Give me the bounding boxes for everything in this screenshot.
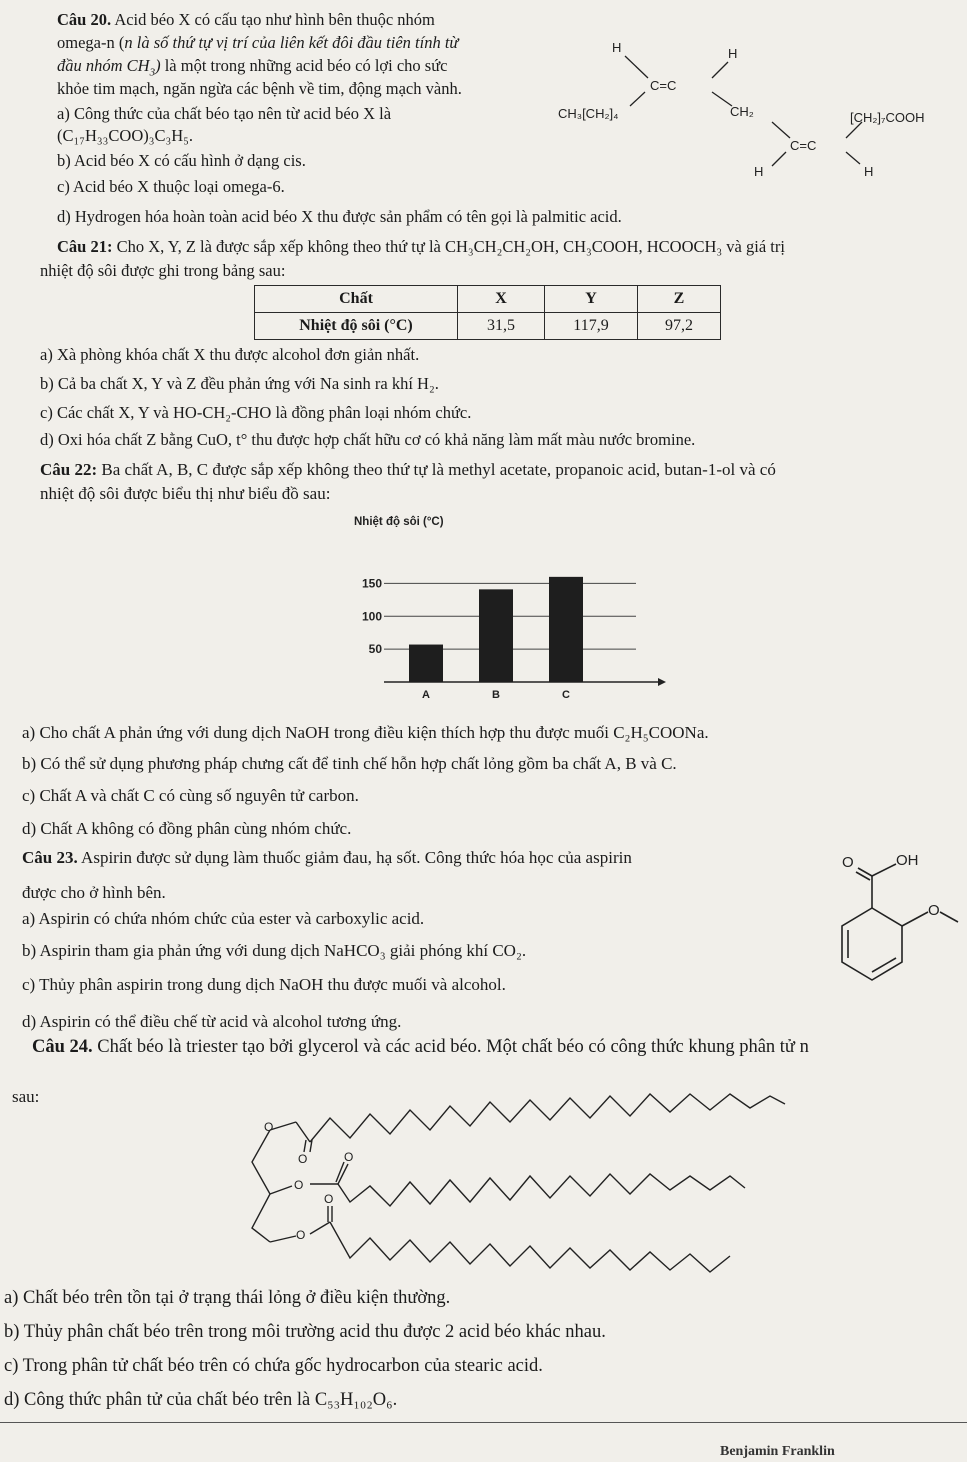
- q24-option-c: c) Trong phân tử chất béo trên có chứa gốc hydrocarbon của stearic acid.: [4, 1356, 543, 1376]
- chart-x-tick-label: B: [492, 689, 500, 701]
- q23-option-a: a) Aspirin có chứa nhóm chức của ester và carboxylic acid.: [22, 909, 425, 928]
- boiling-point-table: [254, 285, 721, 340]
- table-header-bp: Nhiệt độ sôi (°C): [255, 313, 458, 340]
- table-row: [255, 286, 721, 313]
- triglyceride-o-2: O: [298, 1152, 308, 1166]
- q20-line4: khỏe tim mạch, ngăn ngừa các bệnh về tim, động mạch vành.: [57, 79, 462, 98]
- chart-canvas: [340, 512, 670, 712]
- chart-y-tick-label: 150: [361, 576, 382, 591]
- triglyceride-structure: [240, 1090, 800, 1285]
- table-row: [255, 313, 721, 340]
- q20-line2: omega-n (n là số thứ tự vị trí của liên kết đôi đầu tiên tính từ: [57, 33, 459, 52]
- chart-x-axis-arrow-icon: [658, 678, 666, 686]
- q23-option-c: c) Thủy phân aspirin trong dung dịch NaOH thu được muối và alcohol.: [22, 975, 506, 994]
- chart-x-tick-label: A: [422, 689, 430, 701]
- q21-line1: Câu 21: Cho X, Y, Z là được sắp xếp không theo thứ tự là CH₃CH₂CH₂OH, CH₃COOH, HCOOCH₃ và giá trị: [57, 237, 785, 256]
- chart-bar-b: [479, 589, 513, 682]
- triglyceride-o-4: O: [344, 1150, 354, 1164]
- q22-option-d: d) Chất A không có đồng phân cùng nhóm chức.: [22, 819, 352, 838]
- q23-option-b: b) Aspirin tham gia phản ứng với dung dịch NaHCO₃ giải phóng khí CO₂.: [22, 941, 527, 960]
- q23-line1: Câu 23. Aspirin được sử dụng làm thuốc giảm đau, hạ sốt. Công thức hóa học của aspirin: [22, 848, 632, 867]
- triglyceride-o-1: O: [264, 1120, 274, 1134]
- table-cell-z: 97,2: [638, 313, 721, 340]
- chart-y-tick-label: 100: [361, 609, 382, 624]
- table-header-z: Z: [638, 286, 721, 313]
- q20-line3: đầu nhóm $CH_3$) là một trong những acid béo có lợi cho sức: [57, 56, 448, 79]
- q24-line2: sau:: [12, 1087, 40, 1106]
- aspirin-o-ester: O: [928, 902, 940, 919]
- table-cell-y: 117,9: [545, 313, 638, 340]
- q21-option-a: a) Xà phòng khóa chất X thu được alcohol đơn giản nhất.: [40, 345, 420, 364]
- triglyceride-o-5: O: [324, 1192, 334, 1206]
- struct-h-1: H: [612, 40, 622, 55]
- q20-line1: Câu 20. Acid béo X có cấu tạo như hình bên thuộc nhóm: [57, 10, 435, 29]
- q20-heading: Câu 20.: [57, 10, 112, 29]
- q21-line2: nhiệt độ sôi được ghi trong bảng sau:: [40, 261, 286, 280]
- struct-double-bond-2: C=C: [790, 138, 817, 153]
- q22-line2: nhiệt độ sôi được biểu thị như biểu đồ sau:: [40, 484, 331, 503]
- triglyceride-o-3: O: [294, 1178, 304, 1192]
- q24-line1: Câu 24. Chất béo là triester tạo bởi glycerol và các acid béo. Một chất béo có công thức khung phân tử n: [32, 1037, 809, 1057]
- q22-option-b: b) Có thể sử dụng phương pháp chưng cất để tinh chế hỗn hợp chất lỏng gồm ba chất A, B và C.: [22, 754, 677, 773]
- aspirin-structure: [840, 846, 965, 996]
- q23-heading: Câu 23.: [22, 848, 78, 867]
- chart-y-axis-title: Nhiệt độ sôi (°C): [354, 516, 444, 528]
- q24-heading: Câu 24.: [32, 1037, 93, 1057]
- q20-option-b: b) Acid béo X có cấu hình ở dạng cis.: [57, 151, 306, 170]
- boiling-point-chart: [340, 512, 670, 712]
- table-cell-x: 31,5: [458, 313, 545, 340]
- struct-h-4: H: [864, 164, 874, 179]
- struct-left-chain: CH₃[CH₂]₄: [558, 106, 619, 121]
- q21-option-c: c) Các chất X, Y và HO-CH₂-CHO là đồng phân loại nhóm chức.: [40, 403, 472, 422]
- q20-option-a: a) Công thức của chất béo tạo nên từ acid béo X là: [57, 104, 392, 123]
- q21-option-d: d) Oxi hóa chất Z bằng CuO, t° thu được hợp chất hữu cơ có khả năng làm mất màu nước bromine.: [40, 430, 696, 449]
- aspirin-oh: OH: [896, 852, 919, 869]
- q20-option-d: d) Hydrogen hóa hoàn toàn acid béo X thu được sản phẩm có tên gọi là palmitic acid.: [57, 207, 622, 226]
- q21-heading: Câu 21:: [57, 237, 113, 256]
- chart-bar-c: [549, 577, 583, 682]
- struct-right-chain: [CH₂]₇COOH: [850, 110, 925, 125]
- struct-double-bond-1: C=C: [650, 78, 677, 93]
- q20-option-c: c) Acid béo X thuộc loại omega-6.: [57, 177, 285, 196]
- table-header-x: X: [458, 286, 545, 313]
- footer-divider: [0, 1422, 967, 1423]
- q23-option-d: d) Aspirin có thể điều chế từ acid và alcohol tương ứng.: [22, 1012, 402, 1031]
- chart-bar-a: [409, 645, 443, 682]
- struct-ch2: CH₂: [730, 104, 754, 119]
- q24-option-a: a) Chất béo trên tồn tại ở trạng thái lỏng ở điều kiện thường.: [4, 1288, 451, 1308]
- fatty-acid-structure: [550, 34, 960, 184]
- struct-h-2: H: [728, 46, 738, 61]
- chart-y-tick-label: 50: [368, 642, 382, 657]
- struct-h-3: H: [754, 164, 764, 179]
- q24-option-d: d) Công thức phân tử của chất béo trên là C₅₃H₁₀₂O₆.: [4, 1390, 398, 1410]
- chart-x-tick-label: C: [562, 689, 570, 701]
- q20-option-a-formula: (C₁₇H₃₃COO)₃C₃H₅.: [57, 126, 194, 145]
- aspirin-o-carbonyl: O: [842, 854, 854, 871]
- table-header-y: Y: [545, 286, 638, 313]
- q22-line1: Câu 22: Ba chất A, B, C được sắp xếp không theo thứ tự là methyl acetate, propanoic acid, butan-1-ol và có: [40, 460, 776, 479]
- q22-option-a: a) Cho chất A phản ứng với dung dịch NaOH trong điều kiện thích hợp thu được muối C₂H₅COONa.: [22, 723, 709, 742]
- table-header-substance: Chất: [255, 286, 458, 313]
- q24-option-b: b) Thủy phân chất béo trên trong môi trường acid thu được 2 acid béo khác nhau.: [4, 1322, 606, 1342]
- triglyceride-o-6: O: [296, 1228, 306, 1242]
- q22-heading: Câu 22:: [40, 460, 98, 479]
- footer-quote-author: Benjamin Franklin: [720, 1444, 835, 1459]
- q21-option-b: b) Cả ba chất X, Y và Z đều phản ứng với Na sinh ra khí H₂.: [40, 374, 439, 393]
- triglyceride-bonds: [240, 1090, 800, 1285]
- q23-line2: được cho ở hình bên.: [22, 883, 166, 902]
- q22-option-c: c) Chất A và chất C có cùng số nguyên tử carbon.: [22, 786, 359, 805]
